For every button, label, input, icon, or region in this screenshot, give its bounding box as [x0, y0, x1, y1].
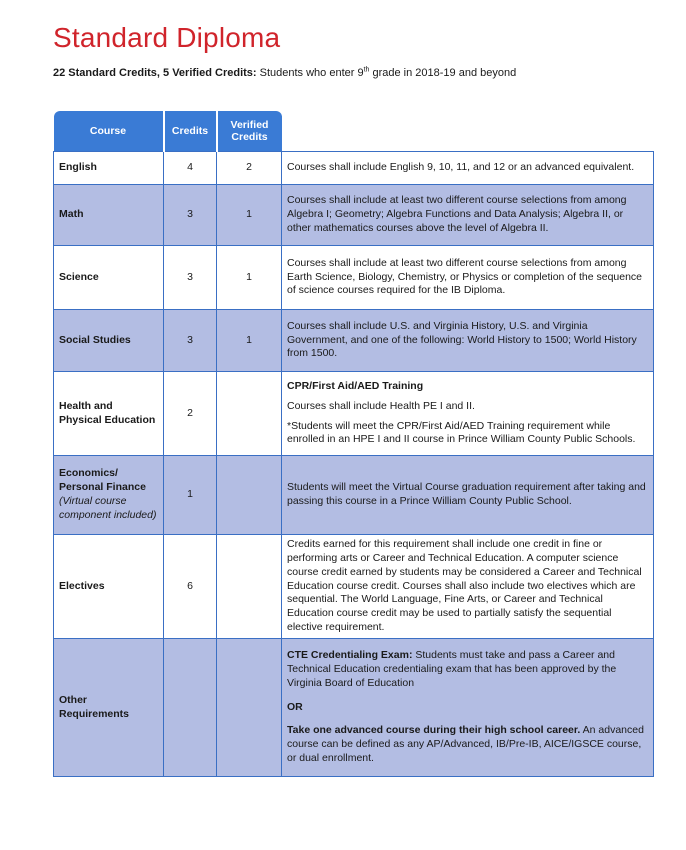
credits-value [164, 639, 217, 777]
cpr-heading: CPR/First Aid/AED Training [287, 379, 424, 392]
cte-exam-text [287, 649, 648, 691]
diploma-requirements-table [53, 111, 654, 777]
header-credits: Credits [164, 111, 217, 152]
course-name: Science [54, 246, 164, 310]
header-verified-credits [217, 111, 282, 152]
course-name-line2: Requirements [59, 707, 130, 720]
course-name [54, 456, 164, 535]
verified-credits-value: 2 [217, 152, 282, 185]
header-blank [282, 111, 654, 152]
table-row [54, 246, 654, 310]
verified-credits-value [217, 639, 282, 777]
course-name-line1: Other [59, 693, 88, 706]
subtitle-text: Students who enter 9 [256, 67, 364, 79]
subtitle-sup: th [363, 66, 370, 74]
header-course: Course [54, 111, 164, 152]
course-description [282, 372, 654, 456]
verified-credits-value: 1 [217, 310, 282, 372]
course-name-line1: Economics/ [59, 467, 118, 480]
course-description: Courses shall include U.S. and Virginia History, U.S. and Virginia Government, and one of the following: World History to 1500; World History from 1500. [282, 310, 654, 372]
credits-value: 2 [164, 372, 217, 456]
verified-credits-value [217, 535, 282, 639]
credits-value: 1 [164, 456, 217, 535]
subtitle-credits: 22 Standard Credits, 5 Verified Credits: [53, 67, 257, 79]
course-description: Courses shall include at least two different course selections from among Earth Science, Biology, Chemistry, or Physics or completion of the sequence of science courses required for the IB Diploma. [282, 246, 654, 310]
subtitle-text-end: grade in 2018-19 and beyond [369, 67, 517, 79]
advanced-course-body: An advanced course can be defined as any AP/Advanced, IB/Pre-IB, AICE/IGSCE course, or dual enrollment. [287, 724, 644, 765]
course-name: Social Studies [54, 310, 164, 372]
course-description: Credits earned for this requirement shall include one credit in fine or performing arts or Career and Technical Education. A computer science course credit earned by students may be considered a Career and Technical Education course credit. Courses shall also include two electives which are sequential. The World Language, Fine Arts, or Career and Technical Education course credit may be used to partially satisfy the sequential elective requirement. [282, 535, 654, 639]
course-name: Math [54, 185, 164, 246]
course-description [282, 639, 654, 777]
header-verified-line1: Verified [230, 119, 269, 131]
course-description: Courses shall include at least two different course selections from among Algebra I; Geometry; Algebra Functions and Data Analysis; Algebra II, or other mathematics courses above the level of Algebra II. [282, 185, 654, 246]
health-pe-text: Courses shall include Health PE I and II. [287, 399, 475, 412]
cte-exam-body: Students must take and pass a Career and Technical Education credentialing exam that has been approved by the Virginia Board of Education [287, 649, 617, 689]
header-verified-line2: Credits [231, 131, 268, 143]
advanced-course-heading: Take one advanced course during their high school career. [287, 724, 581, 737]
credits-value: 6 [164, 535, 217, 639]
cte-exam-heading: CTE Credentialing Exam: [287, 649, 413, 661]
course-name [54, 639, 164, 777]
course-note: (Virtual course component included) [59, 495, 157, 521]
advanced-course-text [287, 724, 648, 766]
course-name: Electives [54, 535, 164, 639]
course-name-line2: Personal Finance [59, 481, 146, 494]
page-subtitle [53, 67, 516, 79]
verified-credits-value [217, 372, 282, 456]
course-name: English [54, 152, 164, 185]
page-title: Standard Diploma [53, 22, 281, 53]
table-header-row [54, 111, 654, 152]
table-row [54, 456, 654, 535]
or-separator: OR [287, 700, 303, 713]
verified-credits-value: 1 [217, 246, 282, 310]
verified-credits-value: 1 [217, 185, 282, 246]
table-row [54, 535, 654, 639]
table-row [54, 152, 654, 185]
table-row [54, 639, 654, 777]
table-row [54, 185, 654, 246]
credits-value: 3 [164, 185, 217, 246]
course-name [54, 372, 164, 456]
course-name-line1: Health and [59, 399, 113, 412]
credits-value: 4 [164, 152, 217, 185]
course-description: Courses shall include English 9, 10, 11, and 12 or an advanced equivalent. [282, 152, 654, 185]
course-description: Students will meet the Virtual Course graduation requirement after taking and passing this course in a Prince William County Public School. [282, 456, 654, 535]
course-name-line2: Physical Education [59, 413, 156, 426]
verified-credits-value [217, 456, 282, 535]
table-row [54, 372, 654, 456]
cpr-note: *Students will meet the CPR/First Aid/AED Training requirement while enrolled in an HPE I and II course in Prince William County Public Schools. [287, 419, 636, 446]
credits-value: 3 [164, 246, 217, 310]
table-row [54, 310, 654, 372]
credits-value: 3 [164, 310, 217, 372]
